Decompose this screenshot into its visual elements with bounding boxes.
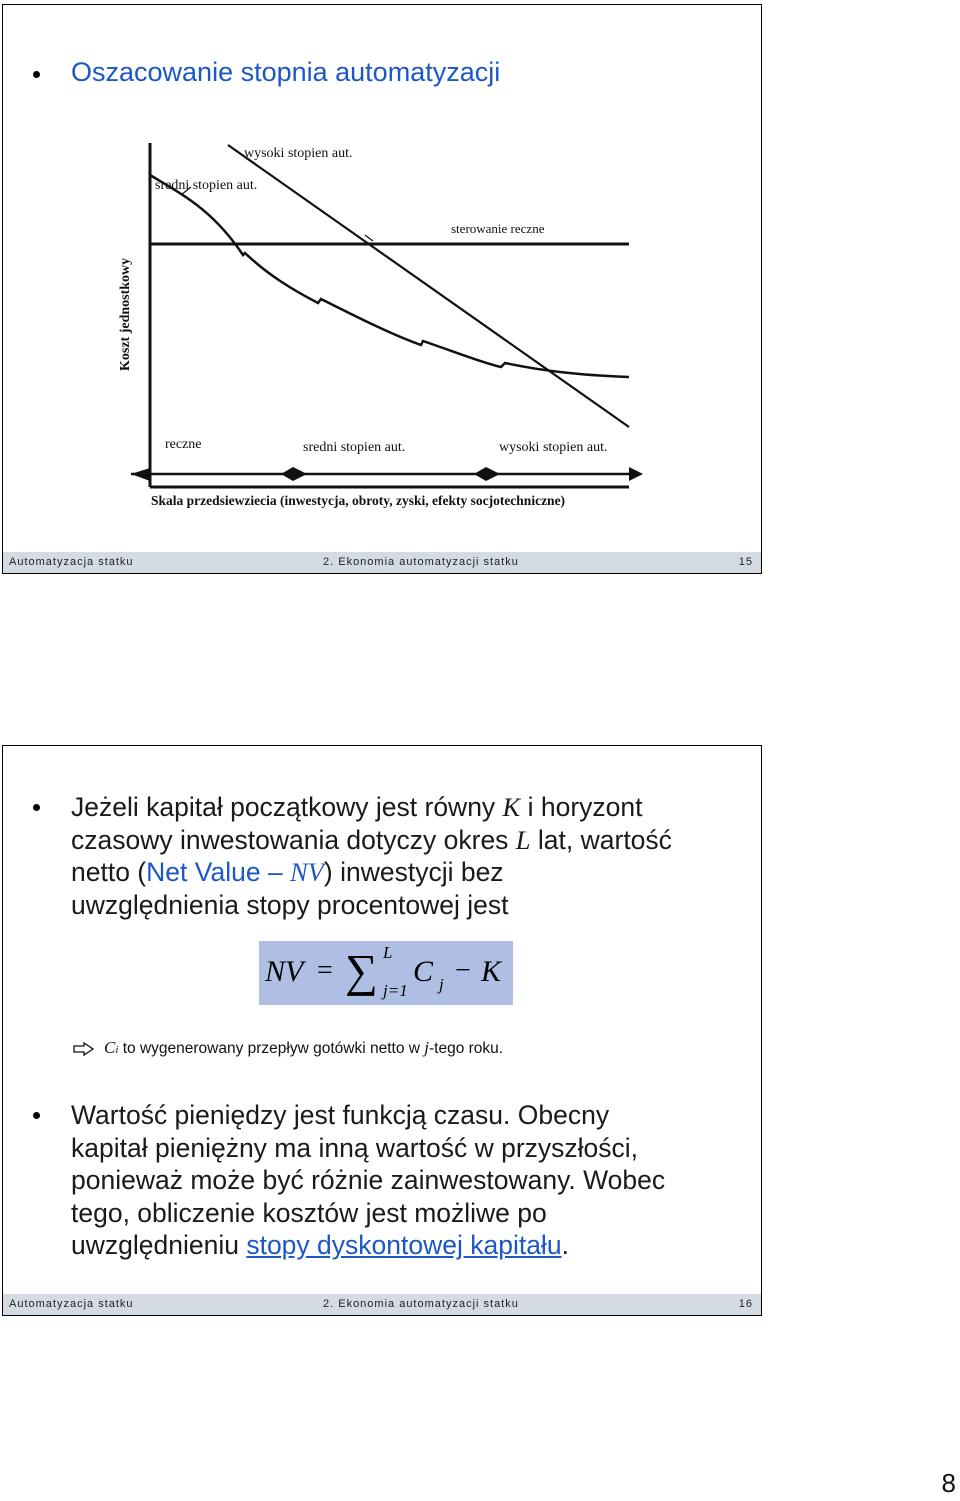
bullet-dot: [33, 804, 40, 811]
net-value-formula: [259, 941, 513, 1005]
slide-16: [2, 745, 762, 1316]
variable-c: C: [104, 1038, 116, 1057]
label-sredni-top: sredni stopien aut.: [155, 178, 258, 193]
label-sredni-bottom: sredni stopien aut.: [303, 440, 406, 455]
slide-footer: [3, 1294, 761, 1315]
net-value-term: Net Value –: [146, 857, 291, 887]
variable-nv: NV: [290, 857, 324, 887]
slide-15: [2, 4, 762, 574]
footer-slide-number: 15: [738, 556, 753, 568]
formula-rhs: K: [481, 955, 502, 988]
arrow-mid-1: [281, 467, 293, 481]
footer-chapter: 2. Ekonomia automatyzacji statku: [323, 1298, 519, 1310]
leader-line: [365, 235, 373, 241]
bullet-dot: [33, 71, 40, 78]
automation-cost-diagram: [103, 135, 643, 520]
formula-lower-limit: j=1: [383, 981, 408, 1000]
slide-title: Oszacowanie stopnia automatyzacji: [71, 57, 501, 87]
formula-upper-limit: L: [383, 943, 393, 962]
formula-term-sub: j: [439, 975, 444, 994]
page-number: 8: [941, 1468, 956, 1498]
bullet-dot: [33, 1112, 40, 1119]
footer-course: Automatyzacja statku: [9, 1298, 134, 1310]
formula-equals: =: [317, 955, 333, 986]
formula-lhs: NV: [265, 955, 304, 988]
x-axis-arrow-right: [629, 467, 643, 481]
variable-l: L: [515, 824, 531, 855]
variable-k: K: [502, 792, 521, 822]
footer-chapter: 2. Ekonomia automatyzacji statku: [323, 556, 519, 568]
formula-minus: −: [455, 955, 471, 986]
label-sterowanie: sterowanie reczne: [451, 221, 545, 236]
y-axis-label: Koszt jednostkowy: [118, 257, 133, 371]
paragraph-net-value: Jeżeli kapitał początkowy jest równy K i horyzont czasowy inwestowania dotyczy okres L lat, wartość netto (Net Value – NV) inwestycji bez uwzględnienia stopy procentowej jest: [71, 792, 672, 920]
paragraph-time-value: Wartość pieniędzy jest funkcją czasu. Obecny kapitał pieniężny ma inną wartość w przyszłości, ponieważ może być różnie zainwestowany. Wobec tego, obliczenie kosztów jest możliwe po uwzględnieniu stopy dyskontowej kapitału.: [71, 1100, 666, 1260]
arrow-mid-4: [486, 467, 500, 481]
sum-icon: ∑: [345, 945, 378, 996]
arrow-mid-2: [293, 467, 307, 481]
label-wysoki-top: wysoki stopien aut.: [244, 146, 353, 161]
x-axis-label: Skala przedsiewziecia (inwestycja, obroty, zyski, efekty socjotechniczne): [151, 493, 566, 508]
footer-slide-number: 16: [738, 1298, 753, 1310]
formula-term: C: [413, 955, 434, 988]
footer-course: Automatyzacja statku: [9, 556, 134, 568]
medium-automation-curve: [150, 175, 629, 377]
label-wysoki-bottom: wysoki stopien aut.: [499, 440, 608, 455]
label-reczne: reczne: [165, 437, 202, 452]
cash-flow-note: Ci to wygenerowany przepływ gotówki netto w j-tego roku.: [104, 1038, 504, 1057]
arrow-right-icon: [73, 1042, 95, 1056]
slide-footer: [3, 552, 761, 573]
arrow-mid-3: [474, 467, 486, 481]
discount-rate-link[interactable]: stopy dyskontowej kapitału: [246, 1230, 562, 1260]
